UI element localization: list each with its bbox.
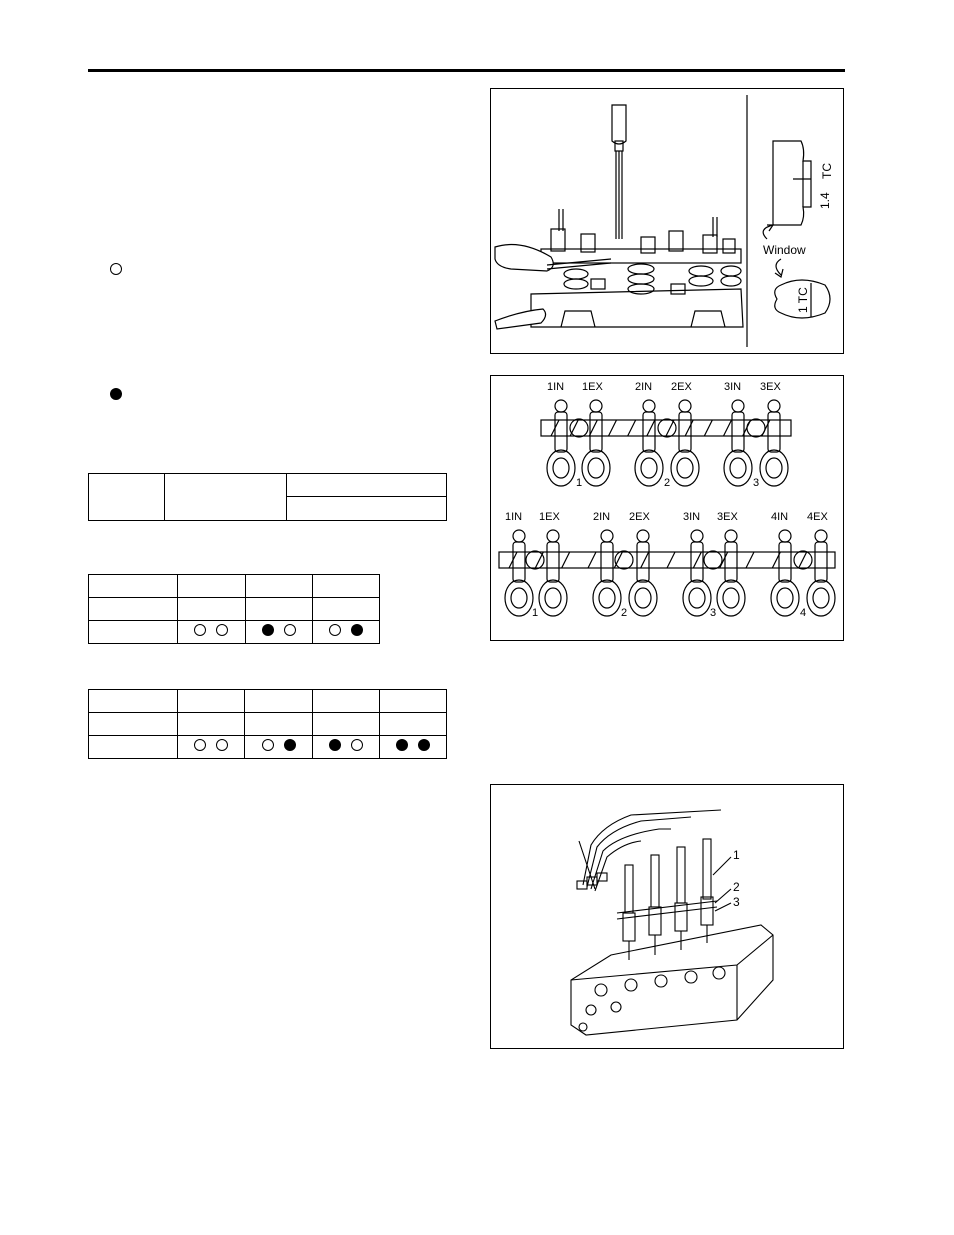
valve-state-1-a	[194, 624, 206, 636]
table-cell	[178, 598, 245, 621]
cam-lobe	[799, 552, 807, 568]
rocker-pivot	[601, 530, 613, 542]
valve-state-3-a	[329, 624, 341, 636]
rocker-arm	[513, 542, 525, 582]
cylinder-number: 3	[710, 607, 717, 619]
rocker-pivot	[691, 530, 703, 542]
valve-stem	[730, 458, 746, 478]
valve-stem	[777, 588, 793, 608]
cylinder-number: 2	[621, 607, 628, 619]
cam-lobe	[588, 552, 596, 568]
valve-spring	[760, 450, 788, 486]
valve-state-cell	[312, 621, 379, 644]
valve-state-2-a	[262, 739, 274, 751]
valve-state-1-b	[216, 624, 228, 636]
rocker-arm	[547, 542, 559, 582]
valve-state-3-b	[351, 624, 363, 636]
spec-cell	[287, 474, 447, 497]
rocker-pivot	[779, 530, 791, 542]
camshaft	[499, 552, 835, 568]
valve-state-cell	[178, 736, 245, 759]
table-cell	[89, 713, 178, 736]
camshaft	[541, 420, 791, 436]
rocker-pivot	[732, 400, 744, 412]
rocker-pivot	[513, 530, 525, 542]
cam-lobe	[641, 552, 649, 568]
table-cell	[89, 690, 178, 713]
table-cell	[178, 575, 245, 598]
valve-layout-illustration	[491, 376, 843, 640]
table-cell	[245, 690, 312, 713]
valve-spring	[505, 580, 533, 616]
valve-stem	[635, 588, 651, 608]
valve-spring	[629, 580, 657, 616]
cam-lobe	[628, 420, 636, 436]
rocker-arm	[815, 542, 827, 582]
valve-stem	[766, 458, 782, 478]
valve-state-4-b	[418, 739, 430, 751]
bolt	[704, 551, 722, 569]
valve-label: 1IN	[505, 511, 523, 523]
valve-label: 2IN	[593, 511, 611, 523]
cylinder-number: 3	[753, 477, 760, 489]
header-rule	[88, 69, 845, 72]
figure-valve-layout	[490, 375, 844, 641]
rocker-pivot	[768, 400, 780, 412]
cam-lobe	[609, 420, 617, 436]
valve-spring	[717, 580, 745, 616]
table-cell	[178, 690, 245, 713]
valve-state-cell	[245, 736, 312, 759]
rocker-pivot	[643, 400, 655, 412]
bolt	[747, 419, 765, 437]
table-cell	[245, 713, 312, 736]
valve-spring	[582, 450, 610, 486]
bolt	[526, 551, 544, 569]
table-cell	[312, 690, 379, 713]
table-cell	[379, 690, 446, 713]
valve-label: 1IN	[547, 381, 565, 393]
table-cell	[245, 598, 312, 621]
table-cell	[89, 621, 178, 644]
callout-2: 2	[733, 880, 740, 894]
valve-spring	[771, 580, 799, 616]
valve-label: 2EX	[671, 381, 692, 393]
one-tc-label: 1 TC	[796, 287, 810, 313]
table-cell	[245, 575, 312, 598]
injector-assembly-illustration	[491, 785, 843, 1048]
valve-state-cell	[178, 621, 245, 644]
valve-label: 1EX	[582, 381, 603, 393]
valve-state-2-b	[284, 624, 296, 636]
valve-spring	[807, 580, 835, 616]
valve-state-2-b	[284, 739, 296, 751]
rocker-arm	[732, 412, 744, 452]
valve-state-2-a	[262, 624, 274, 636]
cylinder-number: 1	[532, 607, 539, 619]
valve-spring	[683, 580, 711, 616]
table-cell	[89, 736, 178, 759]
rocker-pivot	[637, 530, 649, 542]
rocker-pivot	[555, 400, 567, 412]
rocker-arm	[555, 412, 567, 452]
valve-spring	[635, 450, 663, 486]
rocker-pivot	[547, 530, 559, 542]
cam-lobe	[647, 420, 655, 436]
spec-cell	[89, 474, 165, 521]
valve-spring	[547, 450, 575, 486]
valve-spring	[724, 450, 752, 486]
table-cell	[89, 598, 178, 621]
rocker-arm	[601, 542, 613, 582]
rocker-pivot	[725, 530, 737, 542]
cam-lobe	[667, 552, 675, 568]
figure-injector-assembly	[490, 784, 844, 1049]
valve-state-4-a	[396, 739, 408, 751]
cylinder-number: 1	[576, 477, 583, 489]
cylinder-number: 2	[664, 477, 671, 489]
valve-label: 3IN	[683, 511, 701, 523]
valve-stem	[813, 588, 829, 608]
valve-spring	[671, 450, 699, 486]
valve-label: 1EX	[539, 511, 560, 523]
filled-circle-symbol	[110, 388, 122, 400]
valve-spring	[539, 580, 567, 616]
callout-1: 1	[733, 848, 740, 862]
table-cell	[312, 713, 379, 736]
valve-stem	[511, 588, 527, 608]
valve-stem	[677, 458, 693, 478]
valve-state-1-a	[194, 739, 206, 751]
valve-stem	[689, 588, 705, 608]
spec-cell	[165, 474, 287, 521]
spec-table	[88, 473, 447, 521]
cam-lobe	[693, 552, 701, 568]
tc-mark-label: TC	[820, 163, 834, 179]
cam-lobe	[720, 552, 728, 568]
table-cell	[89, 575, 178, 598]
valve-stem	[553, 458, 569, 478]
valve-label: 4EX	[807, 511, 828, 523]
valve-stem	[641, 458, 657, 478]
window-label: Window	[763, 243, 806, 257]
valve-state-cell	[245, 621, 312, 644]
cylinder-number: 4	[800, 607, 807, 619]
table-4cyl	[88, 689, 447, 759]
cam-lobe	[746, 552, 754, 568]
valve-label: 2EX	[629, 511, 650, 523]
rocker-pivot	[679, 400, 691, 412]
rocker-arm	[725, 542, 737, 582]
figure-valve-adjust	[490, 88, 844, 354]
cam-lobe	[724, 420, 732, 436]
valve-label: 3EX	[717, 511, 738, 523]
table-cell	[312, 598, 379, 621]
rocker-arm	[679, 412, 691, 452]
open-circle-symbol	[110, 263, 122, 275]
valve-state-cell	[379, 736, 446, 759]
valve-stem	[588, 458, 604, 478]
valve-state-3-a	[329, 739, 341, 751]
valve-stem	[599, 588, 615, 608]
dimension-label: 1.4	[818, 192, 832, 209]
valve-label: 2IN	[635, 381, 653, 393]
rocker-arm	[779, 542, 791, 582]
valve-label: 4IN	[771, 511, 789, 523]
valve-adjust-illustration	[491, 89, 843, 353]
valve-stem	[545, 588, 561, 608]
rocker-pivot	[815, 530, 827, 542]
bolt	[570, 419, 588, 437]
cam-lobe	[562, 552, 570, 568]
valve-state-1-b	[216, 739, 228, 751]
callout-3: 3	[733, 895, 740, 909]
table-cell	[379, 713, 446, 736]
spec-cell	[287, 497, 447, 521]
valve-state-3-b	[351, 739, 363, 751]
valve-stem	[723, 588, 739, 608]
cam-lobe	[704, 420, 712, 436]
table-cell	[178, 713, 245, 736]
valve-state-cell	[312, 736, 379, 759]
table-cell	[312, 575, 379, 598]
valve-label: 3IN	[724, 381, 742, 393]
valve-label: 3EX	[760, 381, 781, 393]
cam-lobe	[685, 420, 693, 436]
cam-lobe	[666, 420, 674, 436]
rocker-pivot	[590, 400, 602, 412]
table-3cyl	[88, 574, 380, 644]
valve-spring	[593, 580, 621, 616]
rocker-arm	[768, 412, 780, 452]
